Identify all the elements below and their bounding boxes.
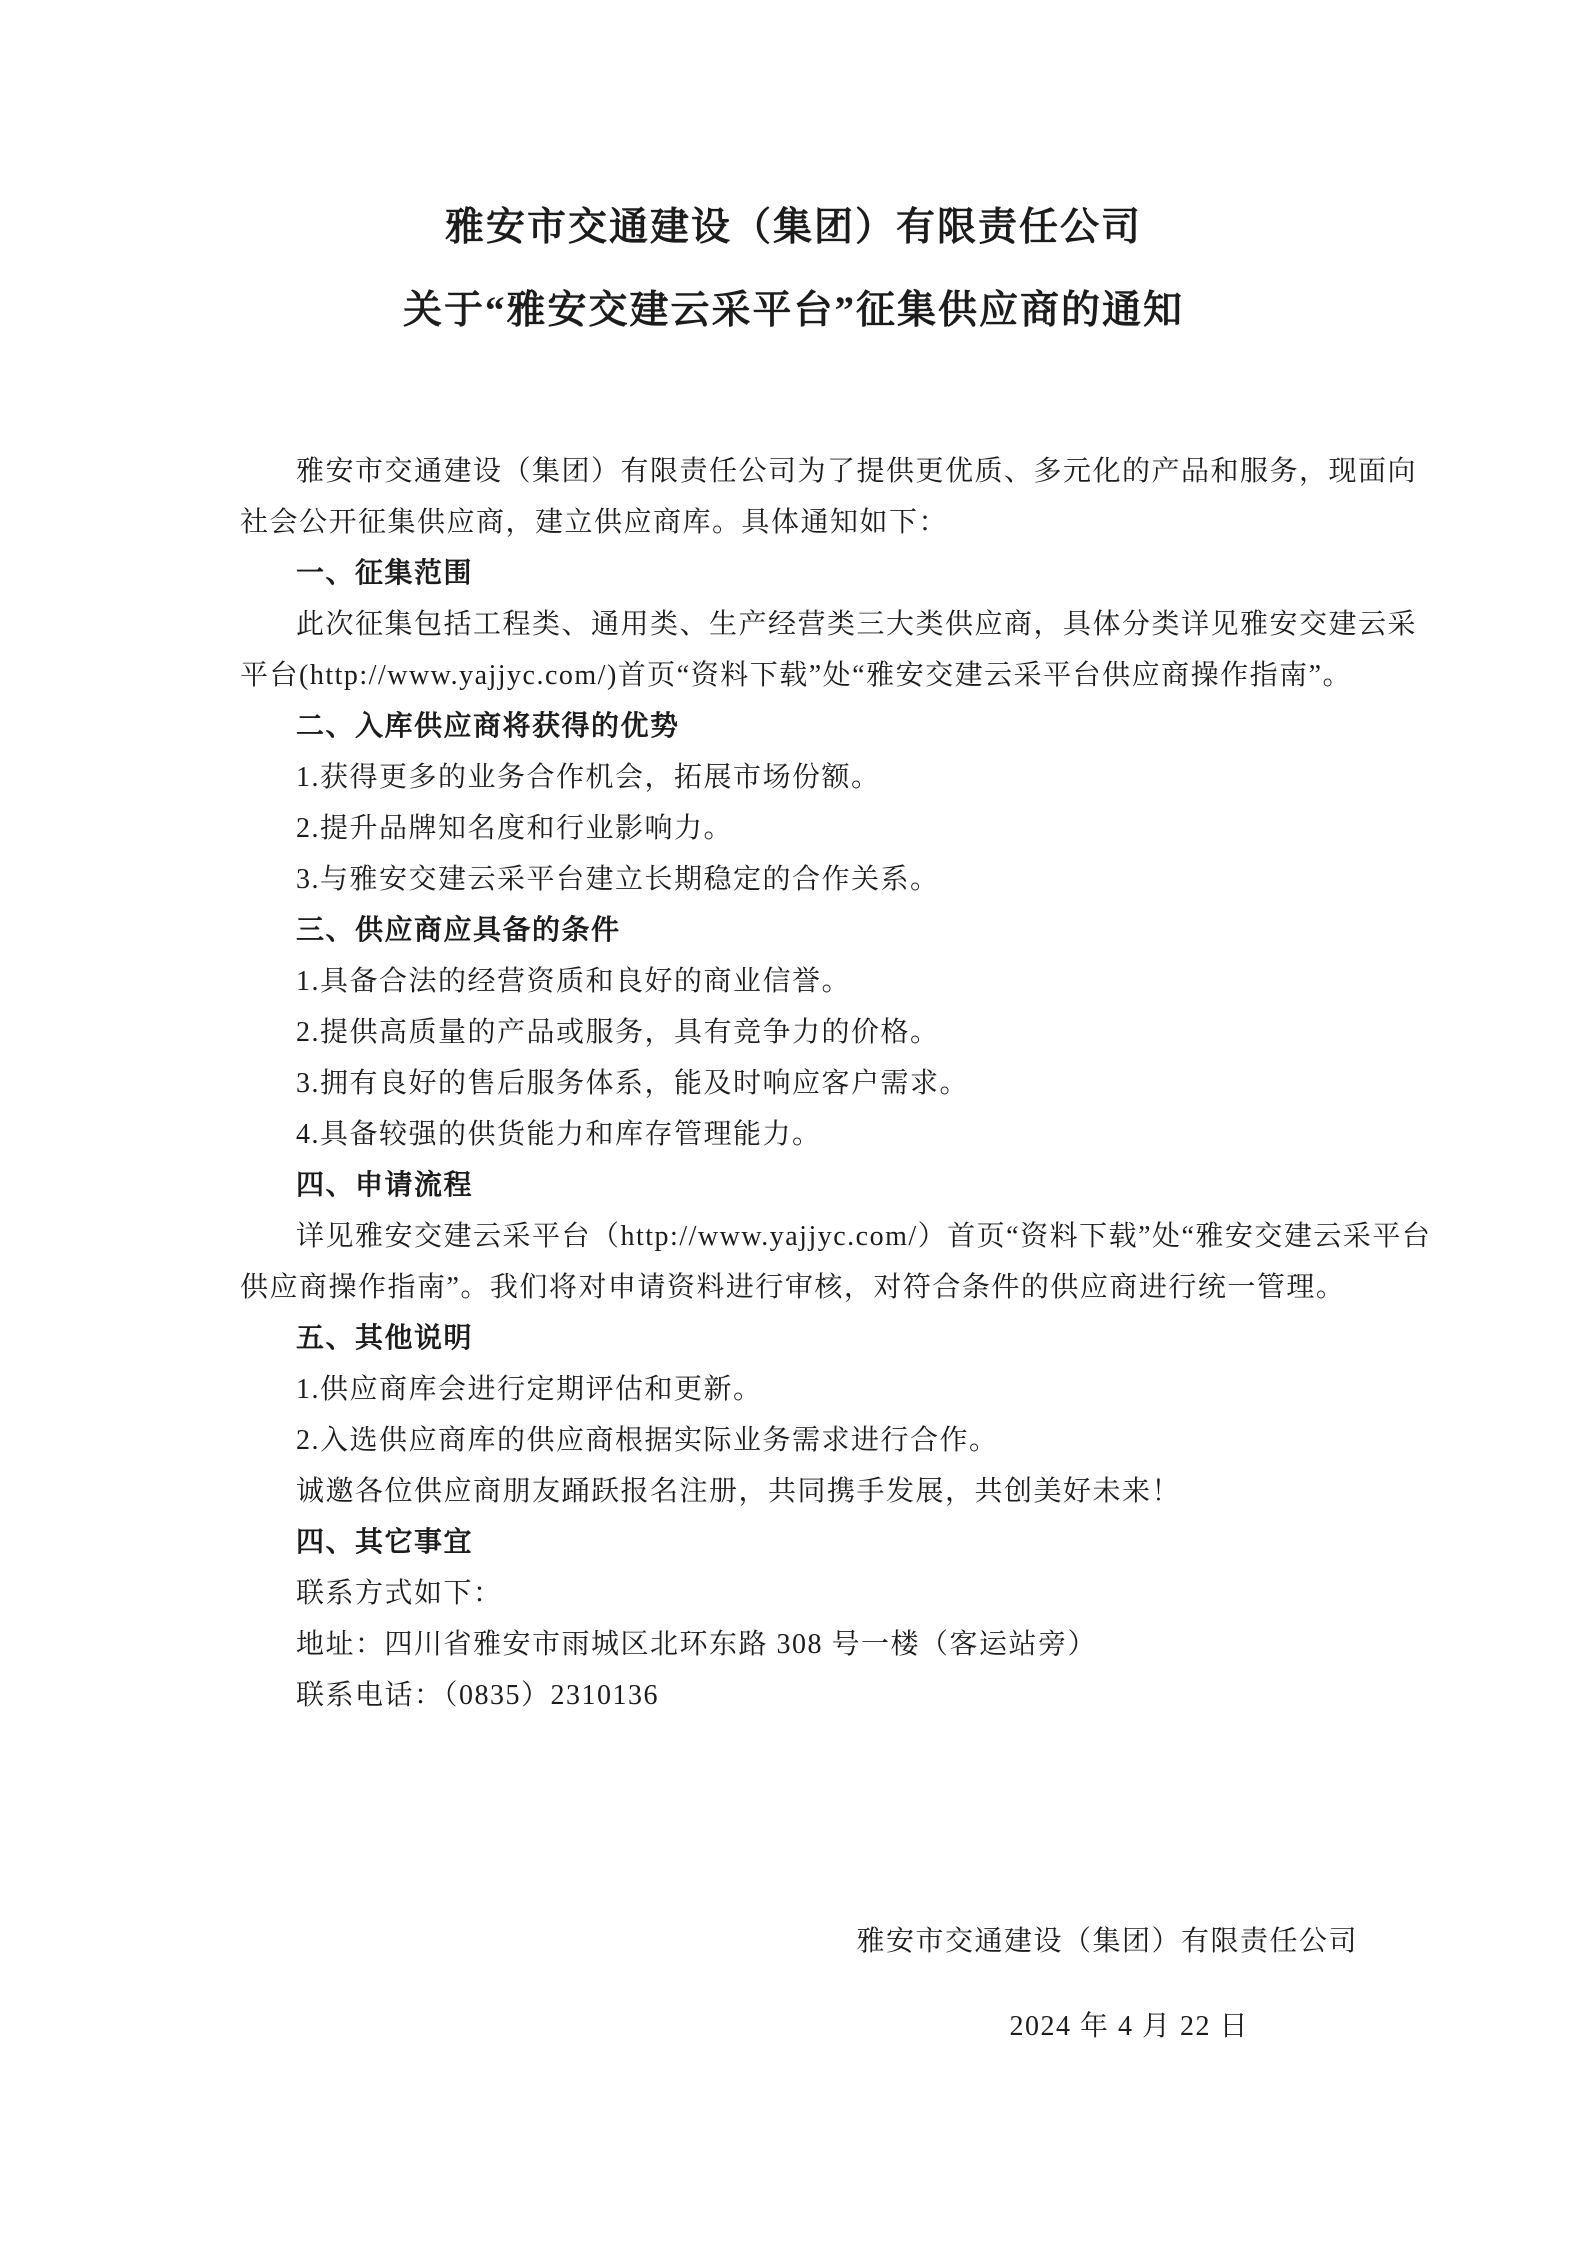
- body-paragraph: 3.拥有良好的售后服务体系，能及时响应客户需求。: [296, 1068, 970, 1099]
- body-paragraph: 诚邀各位供应商朋友踊跃报名注册，共同携手发展，共创美好未来！: [296, 1476, 1182, 1507]
- section-heading: 五、其他说明: [296, 1323, 474, 1354]
- body-paragraph: 3.与雅安交建云采平台建立长期稳定的合作关系。: [296, 864, 940, 895]
- signature-company: 雅安市交通建设（集团）有限责任公司: [856, 1926, 1358, 1957]
- body-paragraph: 1.供应商库会进行定期评估和更新。: [296, 1374, 763, 1405]
- body-paragraph: 2.入选供应商库的供应商根据实际业务需求进行合作。: [296, 1425, 999, 1456]
- body-paragraph: 联系电话：（0835）2310136: [296, 1680, 660, 1711]
- body-paragraph: 地址：四川省雅安市雨城区北环东路 308 号一楼（客运站旁）: [296, 1629, 1098, 1660]
- document-body: [240, 446, 1445, 1721]
- body-paragraph: 1.具备合法的经营资质和良好的商业信誉。: [296, 966, 852, 997]
- section-heading: 四、申请流程: [296, 1170, 474, 1201]
- signature-date: 2024 年 4 月 22 日: [1009, 2011, 1249, 2042]
- body-paragraph: 详见雅安交建云采平台（http://www.yajjyc.com/）首页“资料下载”处“雅安交建云采平台供应商操作指南”。我们将对申请资料进行审核，对符合条件的供应商进行统一管理。: [240, 1221, 1432, 1303]
- body-paragraph: 4.具备较强的供货能力和库存管理能力。: [296, 1119, 822, 1150]
- section-heading: 四、其它事宜: [296, 1527, 474, 1558]
- document-title-line-2: 关于“雅安交建云采平台”征集供应商的通知: [402, 289, 1184, 332]
- body-paragraph: 此次征集包括工程类、通用类、生产经营类三大类供应商，具体分类详见雅安交建云采平台(http://www.yajjyc.com/)首页“资料下载”处“雅安交建云采平台供应商操作指南”。: [240, 609, 1418, 691]
- body-paragraph: 联系方式如下：: [296, 1578, 503, 1609]
- signature-block: [0, 1916, 1445, 2052]
- body-paragraph: 1.获得更多的业务合作机会，拓展市场份额。: [296, 762, 881, 793]
- body-paragraph: 2.提供高质量的产品或服务，具有竞争力的价格。: [296, 1017, 940, 1048]
- section-heading: 三、供应商应具备的条件: [296, 915, 621, 946]
- document-title-line-1: 雅安市交通建设（集团）有限责任公司: [444, 206, 1142, 249]
- section-heading: 二、入库供应商将获得的优势: [296, 711, 680, 742]
- body-paragraph: 2.提升品牌知名度和行业影响力。: [296, 813, 734, 844]
- body-paragraph: 雅安市交通建设（集团）有限责任公司为了提供更优质、多元化的产品和服务，现面向社会公开征集供应商，建立供应商库。具体通知如下：: [240, 456, 1418, 538]
- section-heading: 一、征集范围: [296, 558, 474, 589]
- document-title-block: [0, 0, 1587, 333]
